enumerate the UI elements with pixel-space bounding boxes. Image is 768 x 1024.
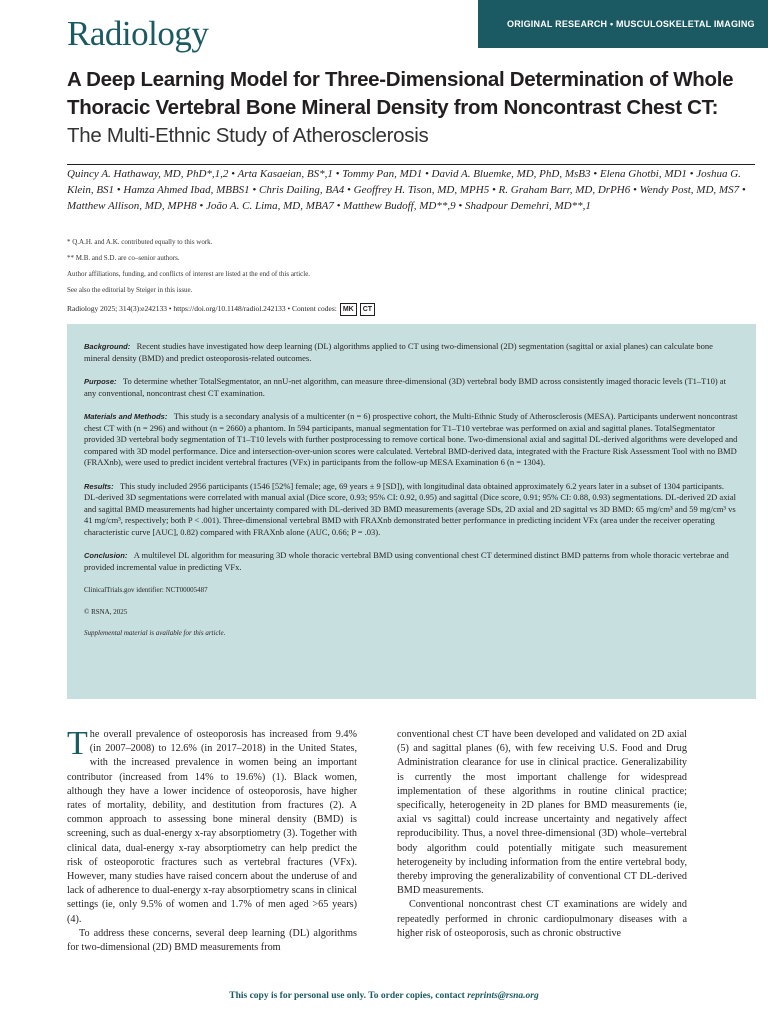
title-main: A Deep Learning Model for Three-Dimensional Determination of Whole Thoracic Vertebral Bone Mineral Density from Noncontrast Chest CT: bbox=[67, 68, 734, 119]
supplemental-note: Supplemental material is available for this article. bbox=[84, 629, 226, 637]
note-co-senior: ** M.B. and S.D. are co–senior authors. bbox=[67, 254, 180, 262]
body-column-left bbox=[67, 725, 357, 955]
author-notes bbox=[67, 235, 757, 299]
citation-line bbox=[67, 302, 757, 316]
section-banner: ORIGINAL RESEARCH • MUSCULOSKELETAL IMAGING bbox=[478, 0, 768, 48]
body-paragraph: conventional chest CT have been developed and validated on 2D axial (5) and sagittal planes (6), with few receiving U.S. Food and Drug Administration clearance for use in clinical practice. Generalizability is currently the most important challenge for widespread implementation of these algorithms in routine clinical practice; specifically, heterogeneity in 2D planes for BMD measurements (ie, axial vs sagittal) could increase uncertainty and negatively affect reproducibility. Thus, a novel three-dimensional (3D) whole–vertebral body algorithm could potentially mitigate such measurement heterogeneity by including information from the entire vertebral body, thereby improving the generalizability of conventional CT DL-derived BMD measurements. bbox=[397, 729, 687, 897]
abstract-purpose: Purpose: To determine whether TotalSegmentator, an nnU-net algorithm, can measure three-dimensional (3D) vertebral body BMD across consistently imaged thoracic levels (T1–T10) at any conventional, noncontrast chest CT examination. bbox=[84, 376, 726, 398]
footer-notice bbox=[0, 991, 768, 1001]
footer-text: This copy is for personal use only. To order copies, contact bbox=[229, 991, 465, 1001]
abstract-results: Results: This study included 2956 participants (1546 [52%] female; age, 69 years ± 9 [SD]), with longitudinal data obtained approximately 6.2 years later in a subset of 1304 participants. DL-derived 3D segmentations were correlated with manual axial (Dice score, 0.93; 95% CI: 0.92, 0.95) and sagittal (Dice score, 0.91; 95% CI: 0.88, 0.93) segmentations. DL-derived 2D axial and sagittal BMD measurements had higher uncertainty compared with DL-derived 3D BMD measurements (average SDs, 2D axial and 2D sagittal vs 3D BMD: 65 mg/cm³ and 59 mg/cm³ vs 41 mg/cm³, respectively; both P < .001). Three-dimensional vertebral BMD with FRAXnb demonstrated better performance in predicting incident VFx (area under the receiver operating characteristic curve [AUC], 0.82) compared with FRAXnb alone (AUC, 0.66; P = .03). bbox=[84, 480, 736, 537]
trial-identifier: ClinicalTrials.gov identifier: NCT00005487 bbox=[84, 586, 208, 594]
author-list: Quincy A. Hathaway, MD, PhD*,1,2 • Arta Kasaeian, BS*,1 • Tommy Pan, MD1 • David A. Bluemke, MD, PhD, MsB3 • Elena Ghotbi, MD1 • Joshua G. Klein, BS1 • Hamza Ahmed Ibad, MBBS1 • Chris Dailing, BA4 • Geoffrey H. Tison, MD, MPH5 • R. Graham Barr, MD, DrPH6 • Wendy Post, MD, MS7 • Matthew Allison, MD, MPH8 • João A. C. Lima, MD, MBA7 • Matthew Budoff, MD**,9 • Shadpour Demehri, MD**,1 bbox=[67, 168, 746, 212]
content-code-ct: CT bbox=[360, 303, 375, 316]
copyright: © RSNA, 2025 bbox=[84, 607, 128, 616]
body-paragraph: To address these concerns, several deep learning (DL) algorithms for two-dimensional (2D) BMD measurements from bbox=[67, 927, 357, 954]
title-subtitle: The Multi-Ethnic Study of Atherosclerosis bbox=[67, 124, 429, 147]
note-equal-contribution: * Q.A.H. and A.K. contributed equally to this work. bbox=[67, 238, 213, 246]
note-editorial: See also the editorial by Steiger in this issue. bbox=[67, 286, 193, 294]
body-paragraph: Conventional noncontrast chest CT examinations are widely and repeatedly performed in chronic cardiopulmonary diseases with a higher risk of osteoporosis, such as chronic obstructive bbox=[397, 899, 687, 939]
abstract-box bbox=[67, 324, 756, 699]
body-column-right bbox=[397, 728, 687, 941]
reprints-email-link[interactable]: reprints@rsna.org bbox=[467, 991, 539, 1001]
citation-text: Radiology 2025; 314(3):e242133 • https://doi.org/10.1148/radiol.242133 • Content codes: bbox=[67, 304, 337, 313]
abstract-conclusion: Conclusion: A multilevel DL algorithm for measuring 3D whole thoracic vertebral BMD using conventional chest CT determined distinct BMD patterns from whole thoracic vertebrae and provided incremental value in predicting VFx. bbox=[84, 550, 729, 572]
article-title bbox=[67, 66, 757, 150]
title-rule bbox=[67, 164, 755, 165]
drop-cap: T bbox=[67, 725, 88, 762]
journal-logo: Radiology bbox=[67, 14, 209, 53]
content-code-mk: MK bbox=[340, 303, 357, 316]
body-paragraph: The overall prevalence of osteoporosis has increased from 9.4% (in 2007–2008) to 12.6% (in 2017–2018) in the United States, with the increased prevalence in women being an important contributor (increased from 14% to 19.6%) (1). Black women, although they have a lower incidence of osteoporosis, have higher rates of mortality, debility, and destitution from fractures (2). A common approach to assessing bone mineral density (BMD) is screening, such as dual-energy x-ray absorptiometry (3). Together with clinical data, dual-energy x-ray absorptiometry can help predict the risk of osteoporotic fractures such as vertebral fractures (VFx). However, many studies have raised concern about the underuse of and lack of adherence to dual-energy x-ray absorptiometry scans in clinical settings (ie, only 9.5% of women and 1.7% of men aged >65 years) (4). bbox=[67, 725, 357, 925]
abstract-methods: Materials and Methods: This study is a secondary analysis of a multicenter (n = 6) prospective cohort, the Multi-Ethnic Study of Atherosclerosis (MESA). Participants underwent noncontrast chest CT with (n = 296) and without (n = 2660) a phantom. In 594 participants, manual segmentation for T1–T10 vertebrae was performed on axial and sagittal planes. TotalSegmentator provided 3D vertebral body segmentation of T1–T10 levels with further postprocessing to remove cortical bone. Two-dimensional axial and sagittal DL-derived algorithms were developed and compared with 3D model performance. Dice and intersection-over-union scores were calculated. Vertebral BMD-derived data, integrated with the Fracture Risk Assessment Tool with no BMD (FRAXnb), were used to predict incident vertebral fractures (VFx) in participants from the follow-up MESA Examination 6 (n = 1304). bbox=[84, 411, 738, 467]
abstract-background: Background: Recent studies have investigated how deep learning (DL) algorithms applied to CT using two-dimensional (2D) segmentation (sagittal or axial planes) can calculate bone mineral density (BMD) and predict osteoporosis-related outcomes. bbox=[84, 341, 713, 363]
note-affiliations: Author affiliations, funding, and conflicts of interest are listed at the end of this article. bbox=[67, 270, 311, 278]
